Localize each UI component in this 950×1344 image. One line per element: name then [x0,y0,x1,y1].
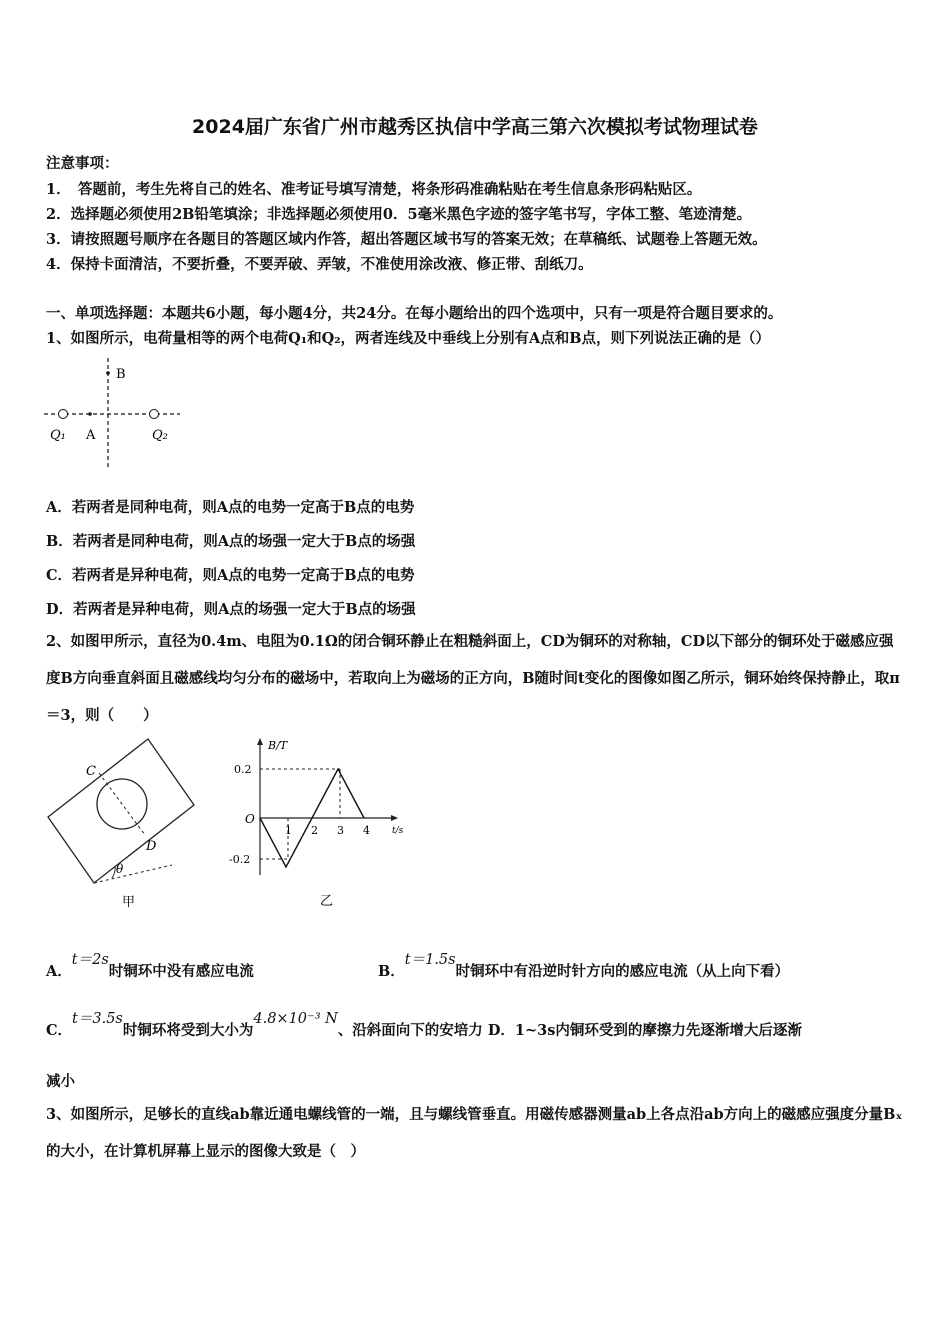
q1-stem: 1、如图所示，电荷量相等的两个电荷Q₁和Q₂，两者连线及中垂线上分别有A点和B点，则下列说法正确的是（） [46,330,771,347]
x-tick-1: 1 [285,824,292,837]
q2-option-continuation: 减小 [46,1073,75,1090]
section-heading: 一、单项选择题：本题共6小题，每小题4分，共24分。在每小题给出的四个选项中，只有一项是符合题目要求的。 [46,305,783,322]
charge-q1-icon [59,410,68,419]
caption-jia: 甲 [122,895,136,910]
q2-option-c-math2: 4.8×10⁻³ N [253,1011,338,1027]
point-b-dot [106,371,110,375]
charge-q2-icon [150,410,159,419]
point-a-dot [88,412,92,416]
q1-option-d: D．若两者是异种电荷，则A点的场强一定大于B点的场强 [46,601,416,618]
q2-option-c-text1: 时铜环将受到大小为 [122,1022,254,1039]
q2-option-b [378,952,790,981]
label-a: A [86,428,96,443]
q1-option-c: C．若两者是异种电荷，则A点的电势一定高于B点的电势 [46,567,415,584]
q1-option-a: A．若两者是同种电荷，则A点的电势一定高于B点的电势 [46,499,415,516]
q2-option-a-label: A． [46,963,72,980]
q2-option-c-text2: 、沿斜面向下的安培力 D．1~3s内铜环受到的摩擦力先逐渐增大后逐渐 [337,1022,802,1039]
label-b: B [116,367,126,382]
x-tick-2: 2 [311,824,318,837]
x-axis-label: t/s [392,826,404,836]
notice-item-4: 4．保持卡面清洁，不要折叠，不要弄破、弄皱，不准使用涂改液、修正带、刮纸刀。 [46,256,593,273]
q2-option-b-math: t＝1.5s [404,952,456,968]
q2-figure-jia [42,735,202,915]
y-tick-0-2: 0.2 [234,763,252,776]
x-tick-3: 3 [337,824,344,837]
notice-heading: 注意事项： [46,155,119,172]
q2-option-c-label: C． [46,1022,73,1039]
notice-item-3: 3．请按照题号顺序在各题目的答题区域内作答，超出答题区域书写的答案无效；在草稿纸、试题卷上答题无效。 [46,231,767,248]
q2-option-b-label: B． [378,963,405,980]
caption-yi: 乙 [320,894,334,909]
q2-figure-yi [222,735,412,915]
label-d: D [146,839,157,854]
q2-option-a-text: 时铜环中没有感应电流 [108,963,254,980]
label-q2: Q₂ [152,428,168,443]
q1-charge-figure [40,355,190,473]
label-q1: Q₁ [50,428,66,443]
y-axis-label: B/T [268,739,288,752]
q2-option-a-math: t＝2s [71,952,109,968]
notice-item-2: 2．选择题必须使用2B铅笔填涂；非选择题必须使用0．5毫米黑色字迹的签字笔书写，字体工整、笔迹清楚。 [46,206,752,223]
q1-option-b: B．若两者是同种电荷，则A点的场强一定大于B点的场强 [46,533,416,550]
q2-option-a [46,952,254,981]
x-tick-4: 4 [363,824,370,837]
label-c: C [86,764,96,779]
q2-option-c [46,1011,802,1040]
q2-option-b-text: 时铜环中有沿逆时针方向的感应电流（从上向下看） [455,963,790,980]
q2-option-c-math: t＝3.5s [72,1011,123,1027]
y-tick-neg-0-2: -0.2 [229,853,251,866]
notice-item-1: 1． 答题前，考生先将自己的姓名、准考证号填写清楚，将条形码准确粘贴在考生信息条形码粘贴区。 [46,181,702,198]
origin-label: O [245,812,255,826]
q2-stem: 2、如图甲所示，直径为0.4m、电阻为0.1Ω的闭合铜环静止在粗糙斜面上，CD为铜环的对称轴，CD以下部分的铜环处于磁感应强度B方向垂直斜面且磁感线均匀分布的磁场中，若取向上为磁场的正方向，B随时间t变化的图像如图乙所示，铜环始终保持静止，取π＝3，则（ ） [46,633,900,724]
label-theta: θ [116,862,124,876]
q3-stem: 3、如图所示，足够长的直线ab靠近通电螺线管的一端，且与螺线管垂直。用磁传感器测量ab上各点沿ab方向上的磁感应强度分量Bₓ的大小，在计算机屏幕上显示的图像大致是（ ） [46,1106,903,1160]
exam-title: 2024届广东省广州市越秀区执信中学高三第六次模拟考试物理试卷 [192,116,758,138]
